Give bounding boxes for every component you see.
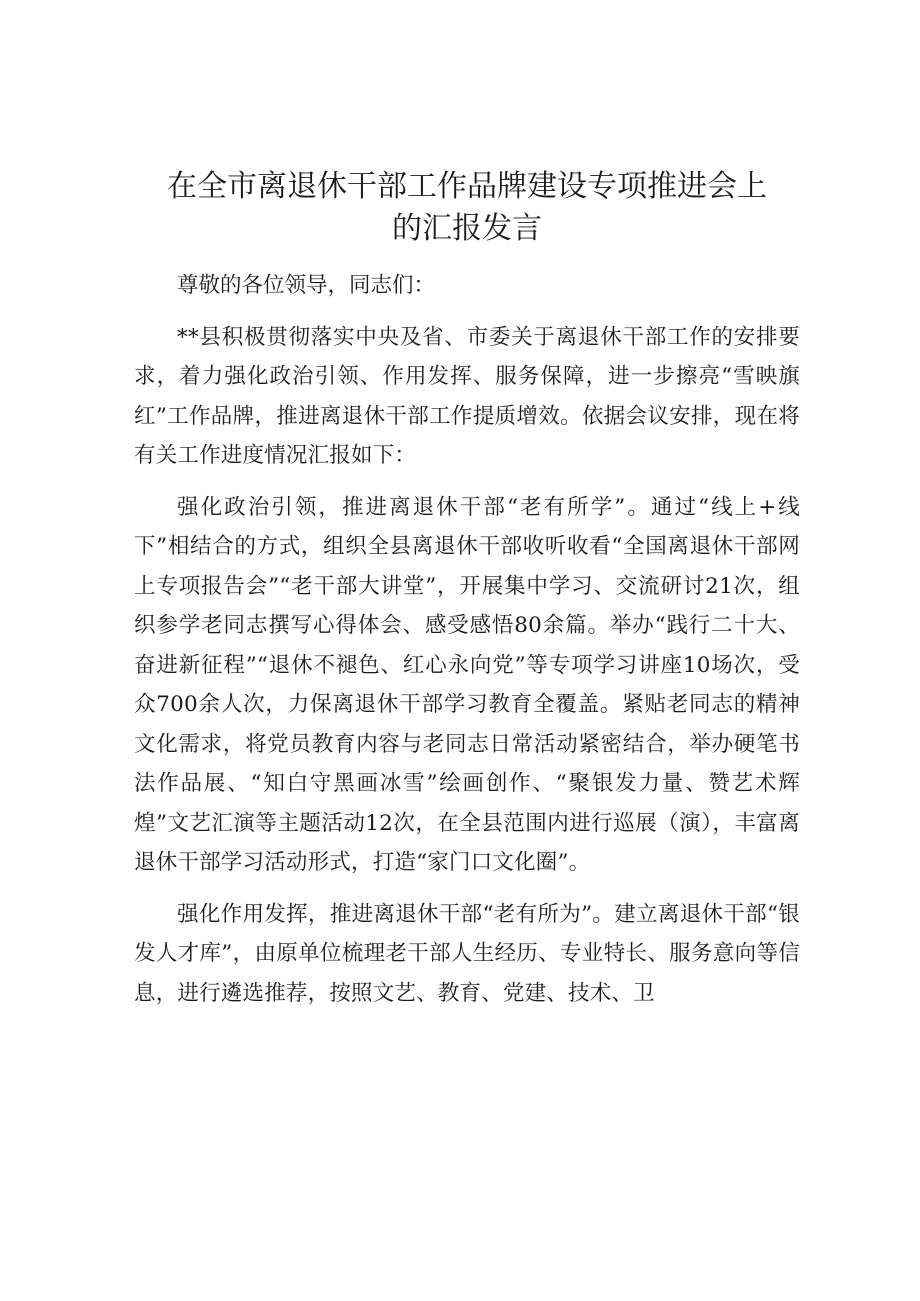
document-title bbox=[134, 160, 800, 250]
title-line-1: 在全市离退休干部工作品牌建设专项推进会上 bbox=[167, 169, 767, 204]
greeting: 尊敬的各位领导，同志们： bbox=[177, 273, 436, 298]
paragraph-political-guidance: 强化政治引领，推进离退休干部“老有所学”。通过“线上+线下”相结合的方式，组织全县离退休干部收听收看“全国离退休干部网上专项报告会”“老干部大讲堂”，开展集中学习、交流研讨21次，组织参学老同志撰写心得体会、感受感悟80余篇。举办“践行二十大、奋进新征程”“退休不褪色、红心永向党”等专项学习讲座10场次，受众700余人次，力保离退休干部学习教育全覆盖。紧贴老同志的精神文化需求，将党员教育内容与老同志日常活动紧密结合，举办硬笔书法作品展、“知白守黑画冰雪”绘画创作、“聚银发力量、赞艺术辉煌”文艺汇演等主题活动12次，在全县范围内进行巡展（演），丰富离退休干部学习活动形式，打造“家门口文化圈”。 bbox=[134, 494, 800, 875]
paragraph-intro: **县积极贯彻落实中央及省、市委关于离退休干部工作的安排要求，着力强化政治引领、作用发挥、服务保障，进一步擦亮“雪映旗红”工作品牌，推进离退休干部工作提质增效。依据会议安排，现在将有关工作进度情况汇报如下： bbox=[134, 324, 800, 468]
title-line-2: 的汇报发言 bbox=[392, 211, 542, 246]
paragraph-role-play: 强化作用发挥，推进离退休干部“老有所为”。建立离退休干部“银发人才库”，由原单位梳理老干部人生经历、专业特长、服务意向等信息，进行遴选推荐，按照文艺、教育、党建、技术、卫 bbox=[134, 901, 800, 1006]
